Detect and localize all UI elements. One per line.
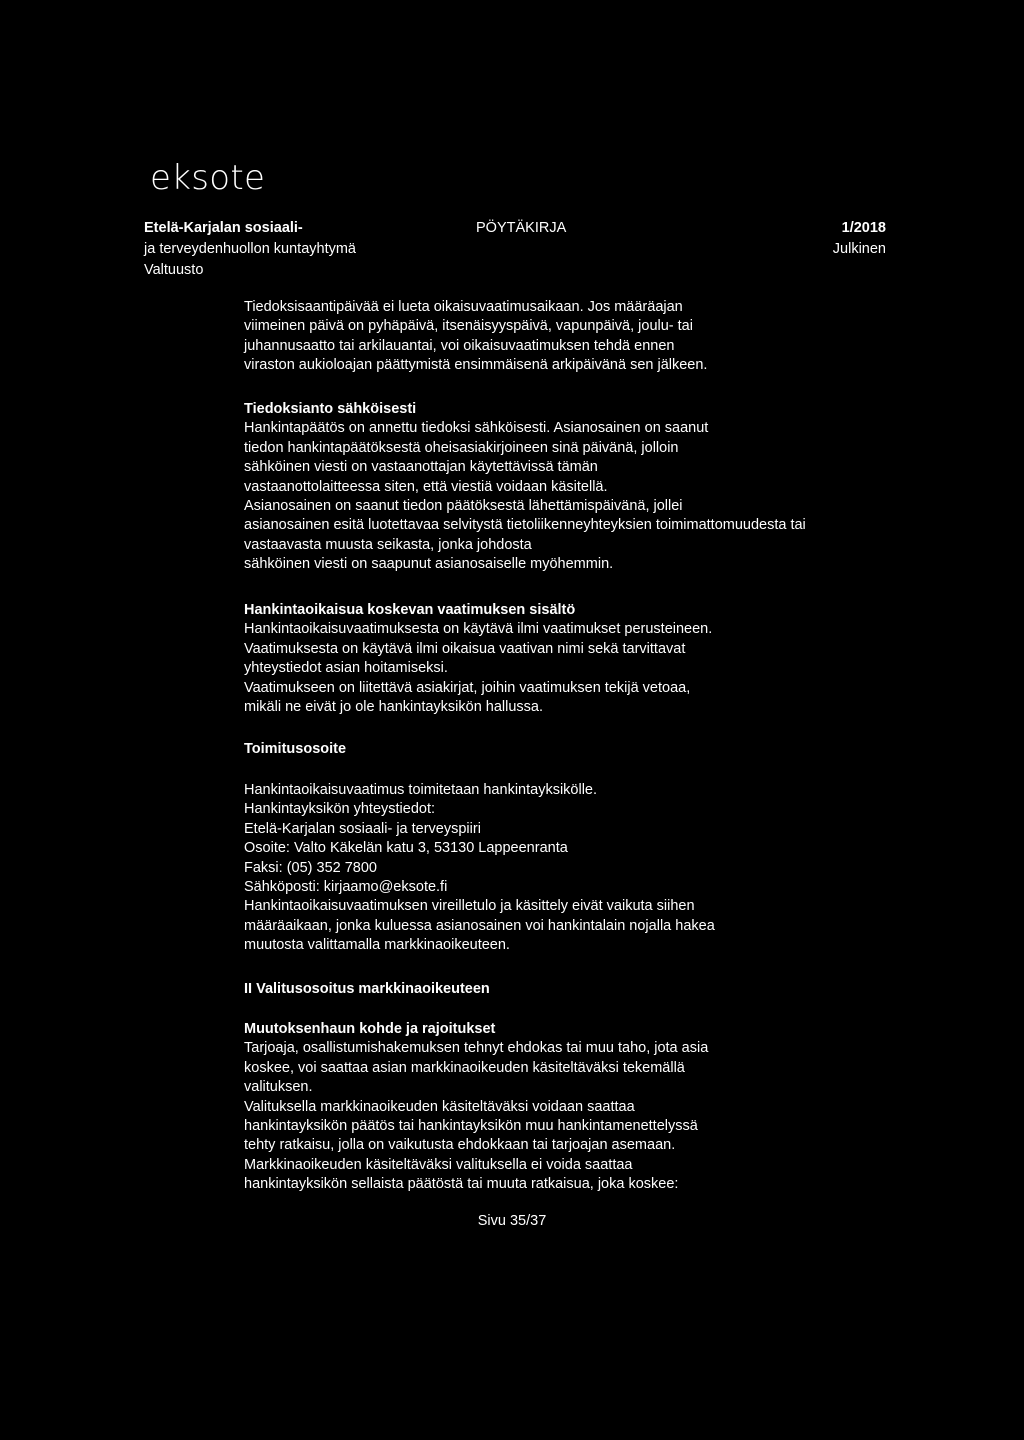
intro-paragraph <box>244 298 884 376</box>
page-number: Sivu 35/37 <box>477 1213 547 1229</box>
section-heading: Hankintaoikaisua koskevan vaatimuksen sisältö <box>244 602 576 618</box>
text-line: Tiedoksisaantipäivää ei lueta oikaisuvaatimusaikaan. Jos määräajan <box>244 299 683 315</box>
text-line: Vaatimukseen on liitettävä asiakirjat, joihin vaatimuksen tekijä vetoaa, <box>244 679 691 696</box>
text-line: muutosta valittamalla markkinaoikeuteen. <box>244 937 510 954</box>
section-appeal-instructions <box>244 980 884 999</box>
text-line: valituksen. <box>244 1079 313 1096</box>
text-line: hankintayksikön sellaista päätöstä tai muuta ratkaisua, joka koskee: <box>244 1176 679 1193</box>
text-line: Vaatimuksesta on käytävä ilmi oikaisua vaativan nimi sekä tarvittavat <box>244 640 686 657</box>
text-line: Osoite: Valto Käkelän katu 3, 53130 Lappeenranta <box>244 840 568 857</box>
text-line: Valituksella markkinaoikeuden käsiteltäväksi voidaan saattaa <box>244 1098 635 1115</box>
text-line: Faksi: (05) 352 7800 <box>244 859 377 876</box>
text-line: hankintayksikön päätös tai hankintayksikön muu hankintamenettelyssä <box>244 1118 698 1135</box>
eksote-logo: eksote <box>150 158 266 198</box>
text-line: asianosainen esitä luotettavaa selvitystä tietoliikenneyhteyksien toimimattomuudesta tai <box>244 517 806 534</box>
section-appeal-scope <box>244 1020 884 1195</box>
document-meta <box>833 218 886 260</box>
org-body: Valtuusto <box>144 262 204 278</box>
text-line: vastaavasta muusta seikasta, jonka johdosta <box>244 536 532 553</box>
text-line: Hankintaoikaisuvaatimuksesta on käytävä ilmi vaatimukset perusteineen. <box>244 621 713 638</box>
section-heading: II Valitusosoitus markkinaoikeuteen <box>244 981 490 997</box>
document-number: 1/2018 <box>841 220 886 236</box>
text-line: Markkinaoikeuden käsiteltäväksi valituksella ei voida saattaa <box>244 1156 633 1173</box>
text-line: Sähköposti: kirjaamo@eksote.fi <box>244 879 448 896</box>
text-line: Hankintapäätös on annettu tiedoksi sähköisesti. Asianosainen on saanut <box>244 420 709 437</box>
section-heading: Muutoksenhaun kohde ja rajoitukset <box>244 1021 496 1037</box>
text-line: Etelä-Karjalan sosiaali- ja terveyspiiri <box>244 820 481 837</box>
text-line: määräaikaan, jonka kuluessa asianosainen voi hankintalain nojalla hakea <box>244 917 715 934</box>
document-type: PÖYTÄKIRJA <box>476 220 567 236</box>
section-claim-content <box>244 601 884 717</box>
text-line: tehty ratkaisu, jolla on vaikutusta ehdokkaan tai tarjoajan asemaan. <box>244 1137 676 1154</box>
org-name-line2: ja terveydenhuollon kuntayhtymä <box>144 241 356 257</box>
text-line: Hankintaoikaisuvaatimus toimitetaan hankintayksikölle. <box>244 782 598 798</box>
text-line: viimeinen päivä on pyhäpäivä, itsenäisyyspäivä, vapunpäivä, joulu- tai <box>244 318 693 335</box>
text-line: koskee, voi saattaa asian markkinaoikeuden käsiteltäväksi tekemällä <box>244 1059 685 1076</box>
text-line: juhannusaatto tai arkilauantai, voi oikaisuvaatimuksen tehdä ennen <box>244 337 675 354</box>
text-line: sähköinen viesti on vastaanottajan käytettävissä tämän <box>244 459 598 476</box>
text-line: Tarjoaja, osallistumishakemuksen tehnyt ehdokas tai muu taho, jota asia <box>244 1040 709 1057</box>
text-line: tiedon hankintapäätöksestä oheisasiakirjoineen sinä päivänä, jolloin <box>244 439 679 456</box>
text-line: Hankintayksikön yhteystiedot: <box>244 801 436 818</box>
section-electronic-notice <box>244 400 884 575</box>
text-line: Asianosainen on saanut tiedon päätöksestä lähettämispäivänä, jollei <box>244 498 683 515</box>
text-line: mikäli ne eivät jo ole hankintayksikön hallussa. <box>244 699 544 716</box>
text-line: yhteystiedot asian hoitamiseksi. <box>244 660 448 677</box>
org-name-line1: Etelä-Karjalan sosiaali- <box>144 220 303 236</box>
text-line: viraston aukioloajan päättymistä ensimmäisenä arkipäivänä sen jälkeen. <box>244 357 708 374</box>
visibility-label: Julkinen <box>832 241 886 257</box>
text-line: Hankintaoikaisuvaatimuksen vireilletulo ja käsittely eivät vaikuta siihen <box>244 898 695 915</box>
section-delivery-address-heading <box>244 740 884 759</box>
organization-header <box>144 218 356 281</box>
section-delivery-address <box>244 781 884 956</box>
section-heading: Toimitusosoite <box>244 741 347 757</box>
section-heading: Tiedoksianto sähköisesti <box>244 401 417 417</box>
text-line: vastaanottolaitteessa siten, että viestiä voidaan käsitellä. <box>244 478 608 495</box>
text-line: sähköinen viesti on saapunut asianosaiselle myöhemmin. <box>244 556 614 573</box>
